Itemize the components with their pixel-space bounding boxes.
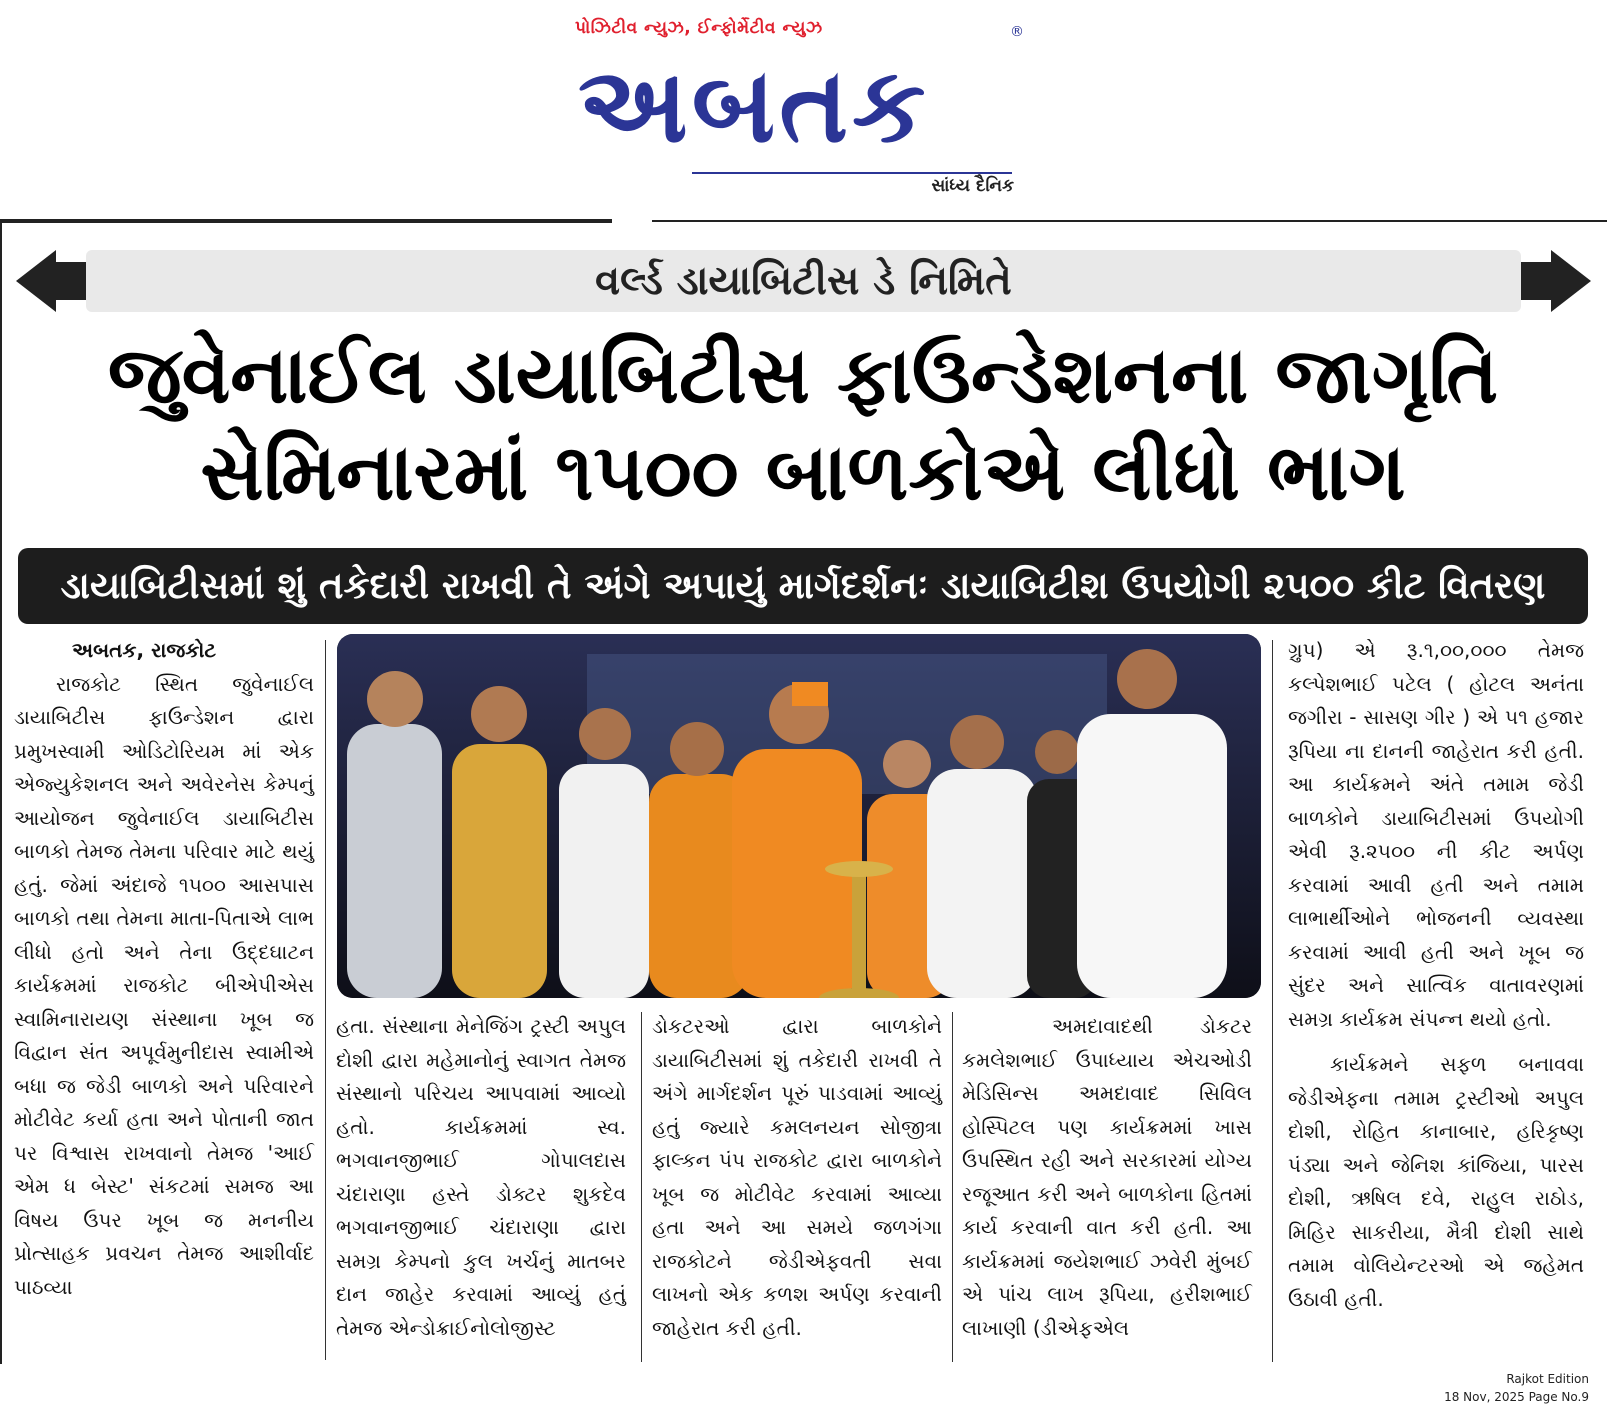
article-column-3: [652, 1010, 942, 1345]
page-rule-left: [0, 219, 612, 223]
column-separator: [641, 1012, 642, 1362]
edition-label: Rajkot Edition: [1506, 1372, 1589, 1386]
banner-arrow-left-tail: [56, 262, 86, 300]
event-photo-illustration: [337, 634, 1261, 998]
column-separator: [952, 1012, 953, 1362]
headline-line-1: જુવેનાઈલ ડાયાબિટીસ ફાઉન્ડેશનના જાગૃતિ: [107, 331, 1499, 421]
logo-rule: [692, 172, 1012, 174]
column-5-paragraph-1: ગ્રુપ) એ રૂ.૧,૦૦,૦૦૦ તેમજ કલ્પેશભાઈ પટેલ ( હોટલ અનંતા જગીરા - સાસણ ગીર ) એ ૫૧ હજાર રૂપિયા ના દાનની જાહેરાત કરી હતી. આ કાર્યક્રમને અંતે તમામ જેડી બાળકોને ડાયાબિટીસમાં ઉપયોગી એવી રૂ.૨૫૦૦ ની કીટ અર્પણ કરવામાં આવી હતી અને તમામ લાભાર્થીઓને ભોજનની વ્યવસ્થા કરવામાં આવી હતી અને ખૂબ જ સુંદર અને સાત્વિક વાતાવરણમાં સમગ્ર કાર્યક્રમ સંપન્ન થયો હતો.: [1288, 638, 1584, 1031]
masthead-subtitle: સાંધ્ય દૈનિક: [931, 176, 1014, 196]
article-column-1: [14, 634, 314, 1304]
column-4-text: અમદાવાદથી ડોકટર કમલેશભાઈ ઉપાધ્યાય એચઓડી મેડિસિન્સ અમદાવાદ સિવિલ હોસ્પિટલ પણ કાર્યક્રમમાં ખાસ ઉપસ્થિત રહી અને સરકારમાં યોગ્ય રજૂઆત કરી અને બાળકોના હિતમાં કાર્ય કરવાની વાત કરી હતી. આ કાર્યક્રમમાં જયેશભાઈ ઝવેરી મુંબઈ એ પાંચ લાખ રૂપિયા, હરીશભાઈ લાખાણી (ડીએફએલ: [962, 1014, 1252, 1340]
column-separator: [325, 640, 326, 1360]
date-page-label: 18 Nov, 2025 Page No.9: [1444, 1390, 1589, 1404]
event-photo: [337, 634, 1261, 998]
column-3-text: ડોકટરઓ દ્વારા બાળકોને ડાયાબિટીસમાં શું તકેદારી રાખવી તે અંગે માર્ગદર્શન પૂરું પાડવામાં આવ્યું હતું જ્યારે કમલનયન સોજીત્રા ફાલ્કન પંપ રાજકોટ દ્વારા બાળકોને ખૂબ જ મોટીવેટ કરવામાં આવ્યા હતા અને આ સમયે જળગંગા રાજકોટને જેડીએફવતી સવા લાખનો એક કળશ અર્પણ કરવાની જાહેરાત કરી હતી.: [652, 1014, 942, 1340]
banner-arrow-left-icon: [16, 250, 56, 312]
article-column-5: [1288, 634, 1584, 1316]
registered-mark: ®: [1010, 24, 1024, 40]
masthead-tagline: પોઝિટીવ ન્યુઝ, ઈન્ફોર્મેટીવ ન્યુઝ: [575, 18, 823, 38]
article-headline: [18, 328, 1588, 522]
column-1-text: રાજકોટ સ્થિત જુવેનાઈલ ડાયાબિટીસ ફાઉન્ડેશન દ્વારા પ્રમુખસ્વામી ઓડિટોરિયમ માં એક એજ્યુકેશનલ અને અવેરનેસ કેમ્પનું આયોજન જુવેનાઈલ ડાયાબિટીસ બાળકો તેમજ તેમના પરિવાર માટે થયું હતું. જેમાં અંદાજે ૧૫૦૦ આસપાસ બાળકો તથા તેમના માતા-પિતાએ લાભ લીધો હતો અને તેના ઉદ્દઘાટન કાર્યક્રમમાં રાજકોટ બીએપીએસ સ્વામિનારાયણ સંસ્થાના ખૂબ જ વિદ્વાન સંત અપૂર્વમુનીદાસ સ્વામીએ બધા જ જેડી બાળકો અને પરિવારને મોટીવેટ કર્યા હતા અને પોતાની જાત પર વિશ્વાસ રાખવાનો તેમજ 'આઈ એમ ધ બેસ્ટ' સંકટમાં સમજ આ વિષય ઉપર ખૂબ જ મનનીય પ્રોત્સાહક પ્રવચન તેમજ આશીર્વાદ પાઠવ્યા: [14, 671, 314, 1299]
newspaper-logo: અબતક: [578, 44, 930, 166]
column-separator: [1272, 640, 1273, 1362]
article-subheadline: ડાયાબિટીસમાં શું તકેદારી રાખવી તે અંગે અપાયું માર્ગદર્શનઃ ડાયાબિટીશ ઉપયોગી ૨૫૦૦ કીટ વિતરણ: [18, 548, 1588, 624]
headline-line-2: સેમિનારમાં ૧૫૦૦ બાળકોએ લીધો ભાગ: [200, 428, 1406, 518]
page-rule-vertical: [0, 222, 2, 1364]
article-column-2: [336, 1010, 626, 1345]
banner-arrow-right-tail: [1521, 262, 1551, 300]
banner-arrow-right-icon: [1551, 250, 1591, 312]
page-footer: [1369, 1370, 1589, 1406]
column-2-text: હતા. સંસ્થાના મેનેજિંગ ટ્રસ્ટી અપુલ દોશી દ્વારા મહેમાનોનું સ્વાગત તેમજ સંસ્થાનો પરિચય આપવામાં આવ્યો હતો. કાર્યક્રમમાં સ્વ. ભગવાનજીભાઈ ગોપાલદાસ ચંદારાણા હસ્તે ડોક્ટર શુકદેવ ભગવાનજીભાઈ ચંદારાણા દ્વારા સમગ્ર કેમ્પનો કુલ ખર્ચનું માતબર દાન જાહેર કરવામાં આવ્યું હતું તેમજ એન્ડોક્રાઈનોલોજીસ્ટ: [336, 1014, 626, 1340]
column-5-paragraph-2: કાર્યક્રમને સફળ બનાવવા જેડીએફના તમામ ટ્રસ્ટીઓ અપુલ દોશી, રોહિત કાનાબાર, હરિકૃષ્ણ પંડ્યા અને જેનિશ કાંજિયા, પારસ દોશી, ઋષિલ દવે, રાહુલ રાઠોડ, મિહિર સાકરીયા, મૈત્રી દોશી સાથે તમામ વોલિયેન્ટરઓ એ જહેમત ઉઠાવી હતી.: [1288, 1052, 1584, 1311]
page-rule-right: [652, 220, 1607, 222]
article-kicker: વર્લ્ડ ડાયાબિટીસ ડે નિમિતે: [86, 250, 1521, 312]
article-dateline: અબતક, રાજકોટ: [72, 638, 217, 662]
article-column-4: [962, 1010, 1252, 1345]
